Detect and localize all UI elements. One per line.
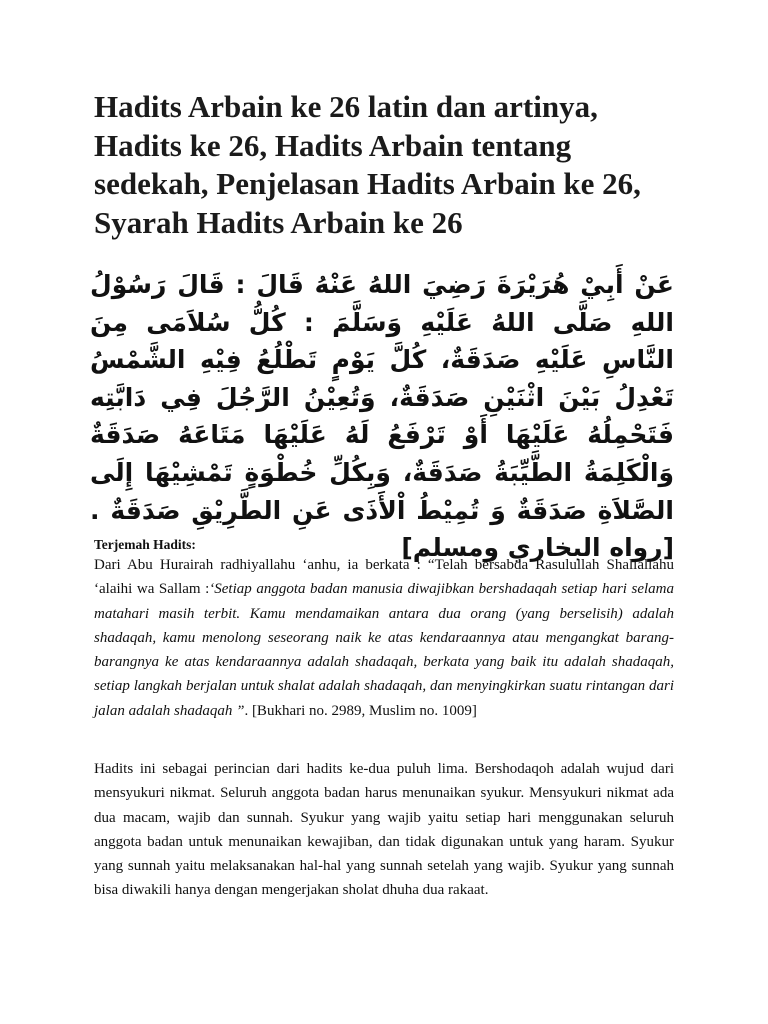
translation-reference: . [Bukhari no. 2989, Muslim no. 1009] [244,702,477,719]
translation-quote: ‘Setiap anggota badan manusia diwajibkan bershadaqah setiap hari selama matahari masih terbit. Kamu mendamaikan antara dua orang (yang berselisih) adalah shadaqah, kamu menolong seseorang naik ke atas kendaraannya atau mengangkat barang-barangnya ke atas kendaraannya adalah shadaqah, berkata yang baik itu adalah shadaqah, setiap langkah berjalan untuk shalat adalah shadaqah, dan menyingkirkan suatu rintangan dari jalan adalah shadaqah ” [94,581,674,719]
translation-intro: Dari Abu Hurairah radhiyallahu ‘anhu, ia berkata : “Telah bersabda Rasulullah Shallallahu ‘alaihi wa Sallam : [94,557,674,598]
explanation-paragraph: Hadits ini sebagai perincian dari hadits ke-dua puluh lima. Bershodaqoh adalah wujud dari mensyukuri nikmat. Seluruh anggota badan harus menunaikan syukur. Mensyukuri nikmat ada dua macam, wajib dan sunnah. Syukur yang wajib yaitu setiap hari menggunakan seluruh anggota badan untuk menunaikan kewajiban, dan tidak digunakan untuk yang haram. Syukur yang sunnah yaitu melaksanakan hal-hal yang sunnah setelah yang wajib. Syukur yang sunnah bisa diwakili hanya dengan mengerjakan sholat dhuha dua rakaat. [94,761,674,899]
page-title: Hadits Arbain ke 26 latin dan artinya, Hadits ke 26, Hadits Arbain tentang sedekah, Penjelasan Hadits Arbain ke 26, Syarah Hadits Arbain ke 26 [94,89,641,240]
arabic-hadith-text: عَنْ أَبِيْ هُرَيْرَةَ رَضِيَ اللهُ عَنْهُ قَالَ : قَالَ رَسُوْلُ اللهِ صَلَّى اللهُ عَلَيْهِ وَسَلَّمَ : كُلُّ سُلاَمَى مِنَ النَّاسِ عَلَيْهِ صَدَقَةٌ، كُلَّ يَوْمٍ تَطْلُعُ فِيْهِ الشَّمْسُ تَعْدِلُ بَيْنَ اثْنَيْنِ صَدَقَةٌ، وَتُعِيْنُ الرَّجُلَ فِي دَابَّتِه فَتَحْمِلُهُ عَلَيْهَا أَوْ تَرْفَعُ لَهُ عَلَيْهَا مَتَاعَهُ صَدَقَةٌ وَالْكَلِمَةُ الطَّيِّبَةُ صَدَقَةٌ، وَبِكُلِّ خُطْوَةٍ تَمْشِيْهَا إِلَى الصَّلاَةِ صَدَقَةٌ وَ تُمِيْطُ اْلأَذَى عَنِ الطَّرِيْقِ صَدَقَةٌ . [رواه البخاري ومسلم] [90,270,674,563]
translation-heading: Terjemah Hadits: [94,537,196,552]
translation-paragraph [94,553,674,723]
